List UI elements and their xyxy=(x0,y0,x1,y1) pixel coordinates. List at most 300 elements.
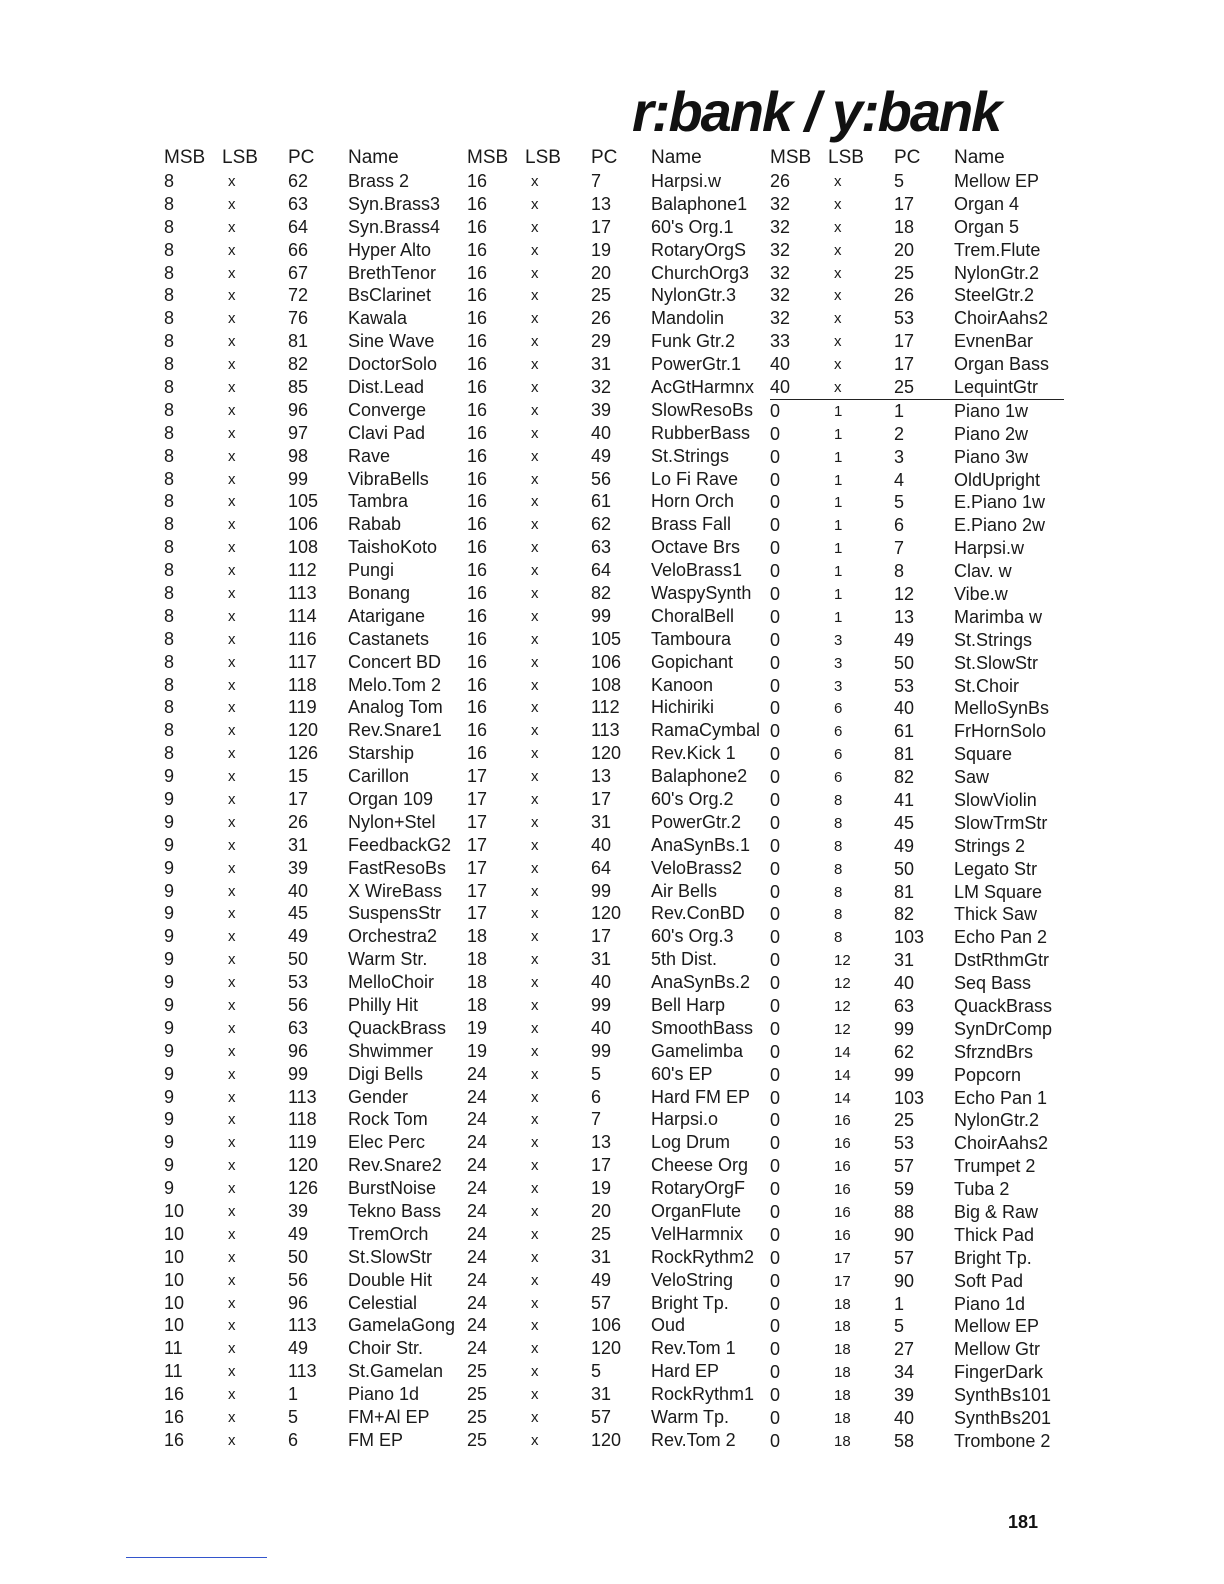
cell-lsb: x xyxy=(228,516,236,534)
table-row xyxy=(770,446,1064,469)
table-row xyxy=(164,582,472,605)
cell-pc: 6 xyxy=(894,515,905,536)
header-msb: MSB xyxy=(467,147,509,168)
cell-pc: 99 xyxy=(591,995,612,1015)
cell-pc: 40 xyxy=(894,973,915,994)
cell-pc: 53 xyxy=(894,1133,915,1154)
cell-name: MelloSynBs xyxy=(954,698,1050,719)
cell-lsb: x xyxy=(531,1134,539,1152)
cell-name: ChoirAahs2 xyxy=(954,1133,1049,1154)
cell-name: Clav. w xyxy=(954,561,1012,582)
cell-name: Concert BD xyxy=(348,651,442,672)
table-row xyxy=(467,239,775,262)
cell-pc: 82 xyxy=(894,904,915,925)
cell-name: Kanoon xyxy=(651,674,714,695)
cell-pc: 19 xyxy=(591,1178,612,1199)
cell-msb: 32 xyxy=(770,193,791,214)
cell-name: Echo Pan 2 xyxy=(954,927,1048,948)
table-row xyxy=(164,216,472,239)
table-row xyxy=(164,1131,472,1154)
cell-msb: 9 xyxy=(164,834,175,855)
cell-msb: 18 xyxy=(467,949,488,970)
cell-msb: 25 xyxy=(467,1361,488,1382)
cell-pc: 118 xyxy=(288,674,317,695)
cell-name: Harpsi.w xyxy=(954,538,1025,559)
cell-pc: 40 xyxy=(894,698,915,719)
table-row xyxy=(467,468,775,491)
cell-pc: 81 xyxy=(894,744,915,765)
cell-lsb: 8 xyxy=(834,837,843,855)
cell-lsb: x xyxy=(531,241,539,259)
cell-msb: 16 xyxy=(467,582,488,603)
cell-pc: 99 xyxy=(591,1040,612,1061)
table-row xyxy=(467,193,775,216)
cell-pc: 120 xyxy=(591,1338,622,1359)
cell-name: Melo.Tom 2 xyxy=(348,674,442,695)
table-row xyxy=(770,491,1064,514)
cell-lsb: x xyxy=(834,287,842,305)
table-row xyxy=(467,1063,775,1086)
cell-msb: 16 xyxy=(467,628,488,649)
cell-name: Gopichant xyxy=(651,651,734,672)
cell-pc: 63 xyxy=(591,537,612,558)
cell-name: Pungi xyxy=(348,560,395,581)
cell-msb: 10 xyxy=(164,1223,185,1244)
table-row xyxy=(467,788,775,811)
cell-name: RamaCymbal xyxy=(651,720,761,741)
cell-name: BsClarinet xyxy=(348,285,432,306)
cell-pc: 17 xyxy=(591,926,612,947)
cell-lsb: x xyxy=(531,1409,539,1427)
cell-msb: 16 xyxy=(467,193,488,214)
cell-lsb: x xyxy=(834,195,842,213)
cell-pc: 72 xyxy=(288,285,309,306)
cell-pc: 26 xyxy=(591,308,612,329)
cell-pc: 66 xyxy=(288,239,309,260)
cell-pc: 13 xyxy=(591,193,612,214)
cell-lsb: 12 xyxy=(834,998,851,1015)
cell-pc: 63 xyxy=(288,1017,309,1038)
cell-pc: 56 xyxy=(288,995,309,1015)
table-row xyxy=(770,949,1064,972)
cell-pc: 62 xyxy=(591,514,612,535)
cell-name: Mellow EP xyxy=(954,170,1040,191)
cell-msb: 24 xyxy=(467,1269,488,1290)
cell-msb: 0 xyxy=(770,858,781,879)
table-row xyxy=(164,513,472,536)
table-row xyxy=(164,1154,472,1177)
cell-pc: 8 xyxy=(894,561,905,582)
cell-name: Celestial xyxy=(348,1292,418,1313)
cell-pc: 57 xyxy=(894,1156,915,1177)
cell-msb: 0 xyxy=(770,446,781,467)
cell-lsb: x xyxy=(228,1134,236,1152)
cell-msb: 8 xyxy=(164,262,175,283)
cell-msb: 0 xyxy=(770,1385,781,1406)
cell-name: SfrzndBrs xyxy=(954,1041,1034,1062)
cell-lsb: x xyxy=(531,172,539,190)
cell-pc: 56 xyxy=(288,1269,309,1290)
cell-msb: 16 xyxy=(467,308,488,329)
cell-lsb: x xyxy=(228,172,236,190)
cell-lsb: x xyxy=(531,928,539,946)
cell-name: Tamboura xyxy=(651,628,732,649)
cell-name: MelloChoir xyxy=(348,972,435,993)
cell-msb: 17 xyxy=(467,788,488,809)
cell-name: Brass Fall xyxy=(651,514,732,535)
cell-name: Piano 1d xyxy=(954,1293,1026,1314)
table-row xyxy=(467,925,775,948)
cell-msb: 16 xyxy=(467,514,488,535)
cell-msb: 0 xyxy=(770,1018,781,1039)
cell-lsb: x xyxy=(228,584,236,602)
table-row xyxy=(467,1040,775,1063)
cell-name: VibraBells xyxy=(348,468,429,489)
table-row xyxy=(467,1337,775,1360)
cell-lsb: 6 xyxy=(834,746,843,764)
cell-msb: 17 xyxy=(467,766,488,787)
table-row xyxy=(770,353,1064,376)
cell-pc: 27 xyxy=(894,1339,915,1360)
cell-lsb: x xyxy=(228,264,236,282)
cell-pc: 99 xyxy=(591,880,612,901)
cell-name: Thick Pad xyxy=(954,1224,1035,1245)
cell-pc: 90 xyxy=(894,1224,915,1245)
cell-lsb: x xyxy=(531,1065,539,1083)
table-row xyxy=(164,605,472,628)
table-row xyxy=(164,376,472,399)
cell-lsb: x xyxy=(531,630,539,648)
table-row xyxy=(770,330,1064,353)
table-row xyxy=(164,193,472,216)
cell-msb: 0 xyxy=(770,744,781,765)
table-row xyxy=(770,1110,1064,1133)
cell-name: Hyper Alto xyxy=(348,239,432,260)
table-row xyxy=(770,399,1064,422)
cell-lsb: x xyxy=(531,1157,539,1175)
table-row xyxy=(770,1293,1064,1316)
cell-name: PowerGtr.2 xyxy=(651,811,742,832)
cell-pc: 18 xyxy=(894,216,915,237)
cell-lsb: x xyxy=(228,1203,236,1221)
table-row xyxy=(467,1086,775,1109)
cell-lsb: 1 xyxy=(834,471,843,489)
cell-pc: 39 xyxy=(591,399,612,420)
cell-lsb: x xyxy=(531,195,539,213)
header-name: Name xyxy=(348,147,399,168)
cell-lsb: x xyxy=(228,1431,236,1449)
cell-pc: 120 xyxy=(288,1155,319,1176)
cell-pc: 120 xyxy=(591,743,622,764)
cell-pc: 120 xyxy=(591,903,622,924)
table-row xyxy=(770,1384,1064,1407)
cell-lsb: x xyxy=(531,1111,539,1129)
cell-name: Lo Fi Rave xyxy=(651,468,739,489)
cell-msb: 0 xyxy=(770,973,781,994)
cell-pc: 106 xyxy=(591,651,622,672)
cell-name: RockRythm2 xyxy=(651,1246,755,1267)
cell-name: Balaphone1 xyxy=(651,193,748,214)
cell-msb: 0 xyxy=(770,1087,781,1108)
cell-pc: 19 xyxy=(591,239,612,260)
table-row xyxy=(164,353,472,376)
table-row xyxy=(770,720,1064,743)
table-row xyxy=(467,1154,775,1177)
table-row xyxy=(770,697,1064,720)
cell-msb: 16 xyxy=(467,537,488,558)
cell-pc: 40 xyxy=(591,1017,612,1038)
cell-pc: 85 xyxy=(288,376,309,397)
cell-pc: 13 xyxy=(591,766,612,787)
cell-lsb: 16 xyxy=(834,1181,851,1199)
cell-lsb: 18 xyxy=(834,1364,851,1382)
cell-msb: 16 xyxy=(467,651,488,672)
cell-name: Syn.Brass3 xyxy=(348,193,441,214)
cell-pc: 64 xyxy=(591,857,612,878)
cell-name: Funk Gtr.2 xyxy=(651,331,736,352)
cell-pc: 120 xyxy=(288,720,319,741)
cell-msb: 8 xyxy=(164,376,175,397)
cell-lsb: x xyxy=(228,310,236,328)
table-row xyxy=(164,765,472,788)
cell-name: QuackBrass xyxy=(954,996,1053,1016)
cell-lsb: 8 xyxy=(834,860,843,878)
cell-name: NylonGtr.3 xyxy=(651,285,737,306)
cell-pc: 5 xyxy=(288,1407,299,1428)
cell-msb: 40 xyxy=(770,354,791,375)
cell-msb: 8 xyxy=(164,628,175,649)
cell-lsb: 1 xyxy=(834,402,843,420)
cell-pc: 82 xyxy=(288,354,309,375)
cell-lsb: x xyxy=(228,493,236,511)
cell-pc: 113 xyxy=(288,1315,317,1336)
cell-msb: 0 xyxy=(770,1430,781,1451)
header-lsb: LSB xyxy=(828,147,864,168)
table-row xyxy=(164,1246,472,1269)
table-row xyxy=(770,193,1064,216)
cell-lsb: x xyxy=(531,905,539,923)
cell-name: Castanets xyxy=(348,628,430,649)
cell-name: X WireBass xyxy=(348,880,443,901)
cell-name: Harpsi.o xyxy=(651,1109,719,1130)
cell-name: BurstNoise xyxy=(348,1178,437,1199)
cell-pc: 5 xyxy=(894,1316,905,1337)
cell-pc: 99 xyxy=(591,605,612,626)
table-row xyxy=(467,284,775,307)
table-row xyxy=(164,1086,472,1109)
cell-lsb: x xyxy=(228,790,236,808)
cell-lsb: x xyxy=(228,1409,236,1427)
cell-msb: 24 xyxy=(467,1246,488,1267)
table-row xyxy=(467,628,775,651)
cell-name: Digi Bells xyxy=(348,1063,424,1084)
table-row xyxy=(770,583,1064,606)
cell-name: 60's Org.1 xyxy=(651,216,734,237)
cell-lsb: x xyxy=(531,745,539,763)
cell-msb: 10 xyxy=(164,1315,185,1336)
cell-msb: 16 xyxy=(467,422,488,443)
cell-pc: 13 xyxy=(591,1132,612,1153)
cell-msb: 8 xyxy=(164,354,175,375)
table-row xyxy=(467,1109,775,1132)
cell-lsb: x xyxy=(228,356,236,374)
cell-pc: 108 xyxy=(288,537,319,558)
table-row xyxy=(164,696,472,719)
cell-msb: 24 xyxy=(467,1063,488,1084)
cell-name: Shwimmer xyxy=(348,1040,434,1061)
cell-name: Syn.Brass4 xyxy=(348,216,441,237)
cell-lsb: 1 xyxy=(834,563,843,581)
cell-pc: 49 xyxy=(591,1269,612,1290)
cell-pc: 97 xyxy=(288,422,309,443)
cell-pc: 105 xyxy=(591,628,622,649)
table-row xyxy=(467,1269,775,1292)
cell-lsb: 16 xyxy=(834,1135,851,1153)
cell-name: Bright Tp. xyxy=(954,1247,1032,1268)
cell-name: Organ 109 xyxy=(348,788,434,809)
cell-msb: 0 xyxy=(770,721,781,742)
cell-pc: 61 xyxy=(894,721,915,742)
cell-pc: 53 xyxy=(894,308,915,329)
cell-msb: 16 xyxy=(467,468,488,489)
table-row xyxy=(467,742,775,765)
cell-msb: 16 xyxy=(467,285,488,306)
cell-lsb: 14 xyxy=(834,1089,851,1107)
cell-lsb: x xyxy=(228,1386,236,1404)
table-row xyxy=(770,629,1064,652)
cell-pc: 112 xyxy=(288,560,317,581)
voice-table xyxy=(467,146,775,1452)
table-row xyxy=(467,1383,775,1406)
table-row xyxy=(770,652,1064,675)
header-pc: PC xyxy=(591,147,618,168)
cell-msb: 9 xyxy=(164,949,175,970)
voice-table-block-3 xyxy=(770,146,1064,1453)
table-row xyxy=(467,605,775,628)
table-row xyxy=(467,353,775,376)
header-row xyxy=(164,146,472,170)
cell-pc: 98 xyxy=(288,445,309,466)
cell-msb: 8 xyxy=(164,422,175,443)
cell-pc: 99 xyxy=(288,1063,309,1084)
cell-lsb: 12 xyxy=(834,975,851,993)
table-row xyxy=(467,1177,775,1200)
cell-name: Harpsi.w xyxy=(651,170,722,191)
cell-msb: 0 xyxy=(770,1110,781,1131)
cell-pc: 49 xyxy=(894,835,915,856)
cell-msb: 0 xyxy=(770,1408,781,1429)
table-row xyxy=(467,422,775,445)
cell-name: SlowViolin xyxy=(954,789,1037,810)
table-row xyxy=(467,1360,775,1383)
table-row xyxy=(164,719,472,742)
table-row xyxy=(164,559,472,582)
cell-name: Rabab xyxy=(348,514,402,535)
cell-pc: 26 xyxy=(894,285,915,306)
cell-msb: 0 xyxy=(770,698,781,719)
cell-name: St.SlowStr xyxy=(954,652,1039,673)
cell-name: Clavi Pad xyxy=(348,422,426,443)
cell-pc: 106 xyxy=(288,514,319,535)
cell-pc: 12 xyxy=(894,583,915,604)
table-row xyxy=(164,1223,472,1246)
cell-lsb: x xyxy=(834,241,842,259)
cell-name: Carillon xyxy=(348,766,410,787)
cell-msb: 25 xyxy=(467,1384,488,1405)
cell-pc: 32 xyxy=(591,376,612,397)
table-row xyxy=(164,1269,472,1292)
cell-msb: 16 xyxy=(164,1407,185,1428)
cell-name: Oud xyxy=(651,1315,686,1336)
cell-name: BrethTenor xyxy=(348,262,437,283)
cell-msb: 24 xyxy=(467,1315,488,1336)
cell-pc: 113 xyxy=(591,720,620,741)
cell-pc: 96 xyxy=(288,399,309,420)
cell-msb: 0 xyxy=(770,1064,781,1085)
table-row xyxy=(770,1247,1064,1270)
cell-name: FM EP xyxy=(348,1429,404,1450)
cell-msb: 32 xyxy=(770,216,791,237)
cell-msb: 16 xyxy=(467,354,488,375)
cell-pc: 53 xyxy=(894,675,915,696)
cell-pc: 49 xyxy=(288,926,309,947)
cell-msb: 9 xyxy=(164,1063,175,1084)
cell-msb: 8 xyxy=(164,285,175,306)
table-row xyxy=(164,1337,472,1360)
cell-name: Atarigane xyxy=(348,605,426,626)
cell-name: FastResoBs xyxy=(348,857,447,878)
cell-pc: 5 xyxy=(894,492,905,513)
cell-name: 60's Org.2 xyxy=(651,788,734,809)
cell-pc: 17 xyxy=(591,1155,612,1176)
table-row xyxy=(467,994,775,1017)
table-row xyxy=(770,1270,1064,1293)
cell-lsb: 18 xyxy=(834,1432,851,1450)
cell-pc: 20 xyxy=(591,1201,612,1222)
cell-msb: 0 xyxy=(770,423,781,444)
cell-msb: 0 xyxy=(770,629,781,650)
cell-lsb: 14 xyxy=(834,1043,851,1061)
cell-msb: 8 xyxy=(164,720,175,741)
cell-name: Mellow Gtr xyxy=(954,1339,1041,1360)
cell-msb: 0 xyxy=(770,950,781,971)
table-row xyxy=(164,284,472,307)
cell-name: QuackBrass xyxy=(348,1017,447,1038)
cell-name: Piano 2w xyxy=(954,423,1029,444)
table-row xyxy=(164,239,472,262)
table-row xyxy=(770,743,1064,766)
cell-lsb: x xyxy=(834,356,842,374)
table-row xyxy=(467,1292,775,1315)
table-row xyxy=(770,904,1064,927)
cell-msb: 8 xyxy=(164,651,175,672)
table-row xyxy=(164,1315,472,1338)
cell-msb: 8 xyxy=(164,697,175,718)
cell-lsb: x xyxy=(531,218,539,236)
cell-pc: 1 xyxy=(288,1384,299,1405)
cell-lsb: 18 xyxy=(834,1318,851,1336)
table-row xyxy=(164,880,472,903)
cell-name: Brass 2 xyxy=(348,170,410,191)
cell-msb: 32 xyxy=(770,262,791,283)
cell-msb: 32 xyxy=(770,239,791,260)
cell-lsb: x xyxy=(228,1088,236,1106)
cell-name: DstRthmGtr xyxy=(954,950,1050,971)
table-row xyxy=(164,1109,472,1132)
cell-msb: 8 xyxy=(164,170,175,191)
cell-lsb: x xyxy=(228,1271,236,1289)
header-lsb: LSB xyxy=(525,147,561,168)
